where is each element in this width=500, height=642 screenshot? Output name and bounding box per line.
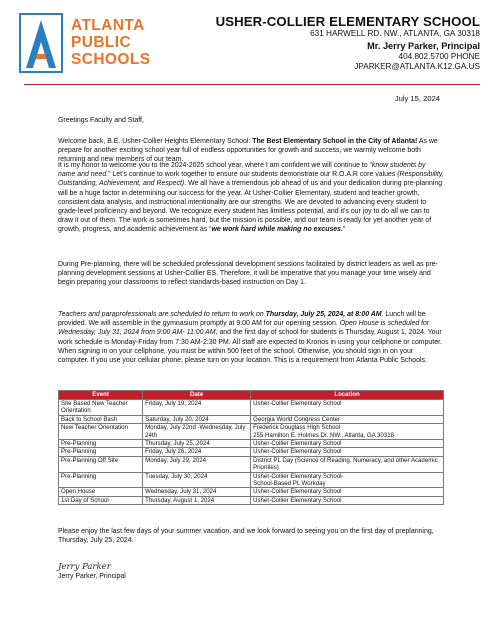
table-row	[59, 448, 444, 456]
table-row	[59, 424, 444, 440]
cell-event: Open House	[59, 488, 143, 496]
table-row	[59, 472, 444, 488]
schedule-text-cont: and the first day of school for students is Thursday, August 1, 2024. Your work schedule is Monday-Friday from 7:30 AM-2:30 PM. All staff are expected to Kronos in using your cellphone or computer. When signing in on your cellphone, you must be within 500 feet of the school. Otherwise, you should sign in on your computer. If you use your cellular phone, please turn on your location. This is a requirement from Atlanta Public Schools.	[58, 329, 442, 365]
welcome-text: Welcome back, B.E. Usher-Collier Heights Elementary School:	[58, 138, 253, 145]
table-row	[59, 456, 444, 472]
cell-location: Usher-Collier Elementary School	[251, 488, 444, 496]
table-row	[59, 400, 444, 416]
cell-date: Thursday, August 1, 2024	[143, 496, 251, 504]
cell-event: Pre-Planning	[59, 448, 143, 456]
cell-event: 1st Day of School	[59, 496, 143, 504]
school-address: 631 HARWELL RD. NW., ATLANTA, GA 30318	[310, 29, 480, 38]
principal-name: Mr. Jerry Parker, Principal	[367, 40, 480, 51]
aps-logo-icon	[18, 12, 68, 78]
cell-location: Usher-Collier Elementary School	[251, 448, 444, 456]
header-event: Event	[59, 391, 143, 400]
cell-event: Pre-Planning Off Site	[59, 456, 143, 472]
signature: Jerry Parker	[58, 562, 111, 572]
cell-event: Back to School Bash	[59, 415, 143, 423]
cell-date: Friday, July 26, 2024	[143, 448, 251, 456]
events-table	[58, 390, 444, 505]
school-name: USHER-COLLIER ELEMENTARY SCHOOL	[215, 14, 480, 29]
letter-date: July 15, 2024	[394, 94, 440, 103]
aps-logo-wordmark	[71, 17, 150, 68]
mission-text: It is my honor to welcome you to the 2024-2025 school year, where I am confident we will continue to “	[58, 162, 372, 169]
logo-line-3: SCHOOLS	[71, 51, 151, 68]
cell-event: New Teacher Orientation	[59, 424, 143, 440]
cell-date: Tuesday, July 30, 2024	[143, 472, 251, 488]
table-row	[59, 440, 444, 448]
mission-text-4: ”	[342, 226, 346, 234]
mission-text-2: ” Let’s continue to work together to ensure our students demonstrate our R.O.A.R core values	[108, 171, 398, 179]
core-values: (Responsibility, Outstanding, Achievement, and Respect)	[58, 171, 444, 188]
table-row	[59, 488, 444, 496]
schedule-paragraph	[58, 310, 444, 365]
cell-location: Frederick Douglass High School 255 Hamilton E. Holmes Dr. NW., Atlanta, GA 30318	[251, 424, 444, 440]
cell-location: Usher-Collier Elementary School- School-Based PL Workday	[251, 472, 444, 488]
motto: we work hard while making no excuses.	[211, 226, 343, 234]
cell-date: Thursday, July 25, 2024	[143, 440, 251, 448]
cell-date: Wednesday, July 31, 2024	[143, 488, 251, 496]
open-house-note: Open House is scheduled for Wednesday, July 31, 2024 from 9:00 AM- 11:00 AM,	[58, 320, 430, 337]
cell-date: Saturday, July 20, 2024	[143, 415, 251, 423]
mission-quote: know students by name and need.	[58, 162, 426, 179]
cell-location: District PL Day (Science of Reading, Numeracy, and other Academic Priorities)	[251, 456, 444, 472]
mission-paragraph	[58, 161, 444, 235]
welcome-tagline: The Best Elementary School in the City of Atlanta!	[252, 138, 418, 145]
return-date: Thursday, July 25, 2024, at 8:00 AM	[265, 311, 382, 318]
mission-text-3: . We all have a tremendous job ahead of us and your dedication during pre-planning will be a huge factor in determining our success for the year. At Usher-Collier Elementary, student and teacher growth, consistent data analysis, and instructional intentionality are our strengths. We are devoted to advancing every student to grade-level proficiency and beyond. We recognize every student has limitless potential, and it’s our joy to do all we can to draw it out of them. The work is sometimes hard, but the mission is possible, and our team is ready for yet another year of growth, progress, and academic achievement as “	[58, 180, 443, 234]
principal-email[interactable]: JPARKER@ATLANTA.K12.GA.US	[354, 62, 480, 72]
logo-line-1: ATLANTA	[71, 17, 145, 34]
greeting: Greetings Faculty and Staff,	[58, 117, 144, 124]
table-row	[59, 415, 444, 423]
welcome-text-cont: As we prepare for another exciting school year full of endless opportunities for growth and success, we warmly welcome both returning and new members of our team.	[58, 138, 438, 164]
cell-date: Monday, July 22nd -Wednesday, July 24th	[143, 424, 251, 440]
schedule-text: . Lunch will be provided. We will assemble in the gymnasium promptly at 9:00 AM for our opening session.	[58, 311, 426, 328]
return-text: Teachers and paraprofessionals are scheduled to return to work on	[58, 311, 266, 318]
signer-name: Jerry Parker, Principal	[58, 573, 126, 580]
cell-event: Site Based New Teacher Orientation	[59, 400, 143, 416]
header-location: Location	[251, 391, 444, 400]
cell-date: Monday, July 29, 2024	[143, 456, 251, 472]
aps-logo	[18, 12, 151, 78]
letterhead	[216, 14, 480, 73]
closing-paragraph: Please enjoy the last few days of your summer vacation, and we look forward to seeing you on the first day of preplanning, Thursday, July 25, 2024.	[58, 528, 434, 545]
preplanning-paragraph: During Pre-planning, there will be scheduled professional development sessions facilitated by district leaders as well as pre-planning development sessions at Usher-Collier ES. Therefore, it will be imperative that you manage your time wisely and begin preparing your classrooms to reflect standards-based instruction on Day 1.	[58, 261, 438, 287]
cell-location: Georgia World Congress Center	[251, 415, 444, 423]
letterhead-divider	[24, 84, 480, 85]
cell-location: Usher-Collier Elementary School	[251, 496, 444, 504]
logo-line-2: PUBLIC	[71, 34, 132, 51]
header-date: Date	[143, 391, 251, 400]
cell-location: Usher-Collier Elementary School	[251, 440, 444, 448]
cell-location: Usher-Collier Elementary School	[251, 400, 444, 416]
events-table-header	[59, 391, 444, 400]
cell-event: Pre-Planning	[59, 472, 143, 488]
table-row	[59, 496, 444, 504]
cell-date: Friday, July 19, 2024	[143, 400, 251, 416]
school-phone: 404.802.5700 PHONE	[398, 51, 480, 61]
cell-event: Pre-Planning	[59, 440, 143, 448]
